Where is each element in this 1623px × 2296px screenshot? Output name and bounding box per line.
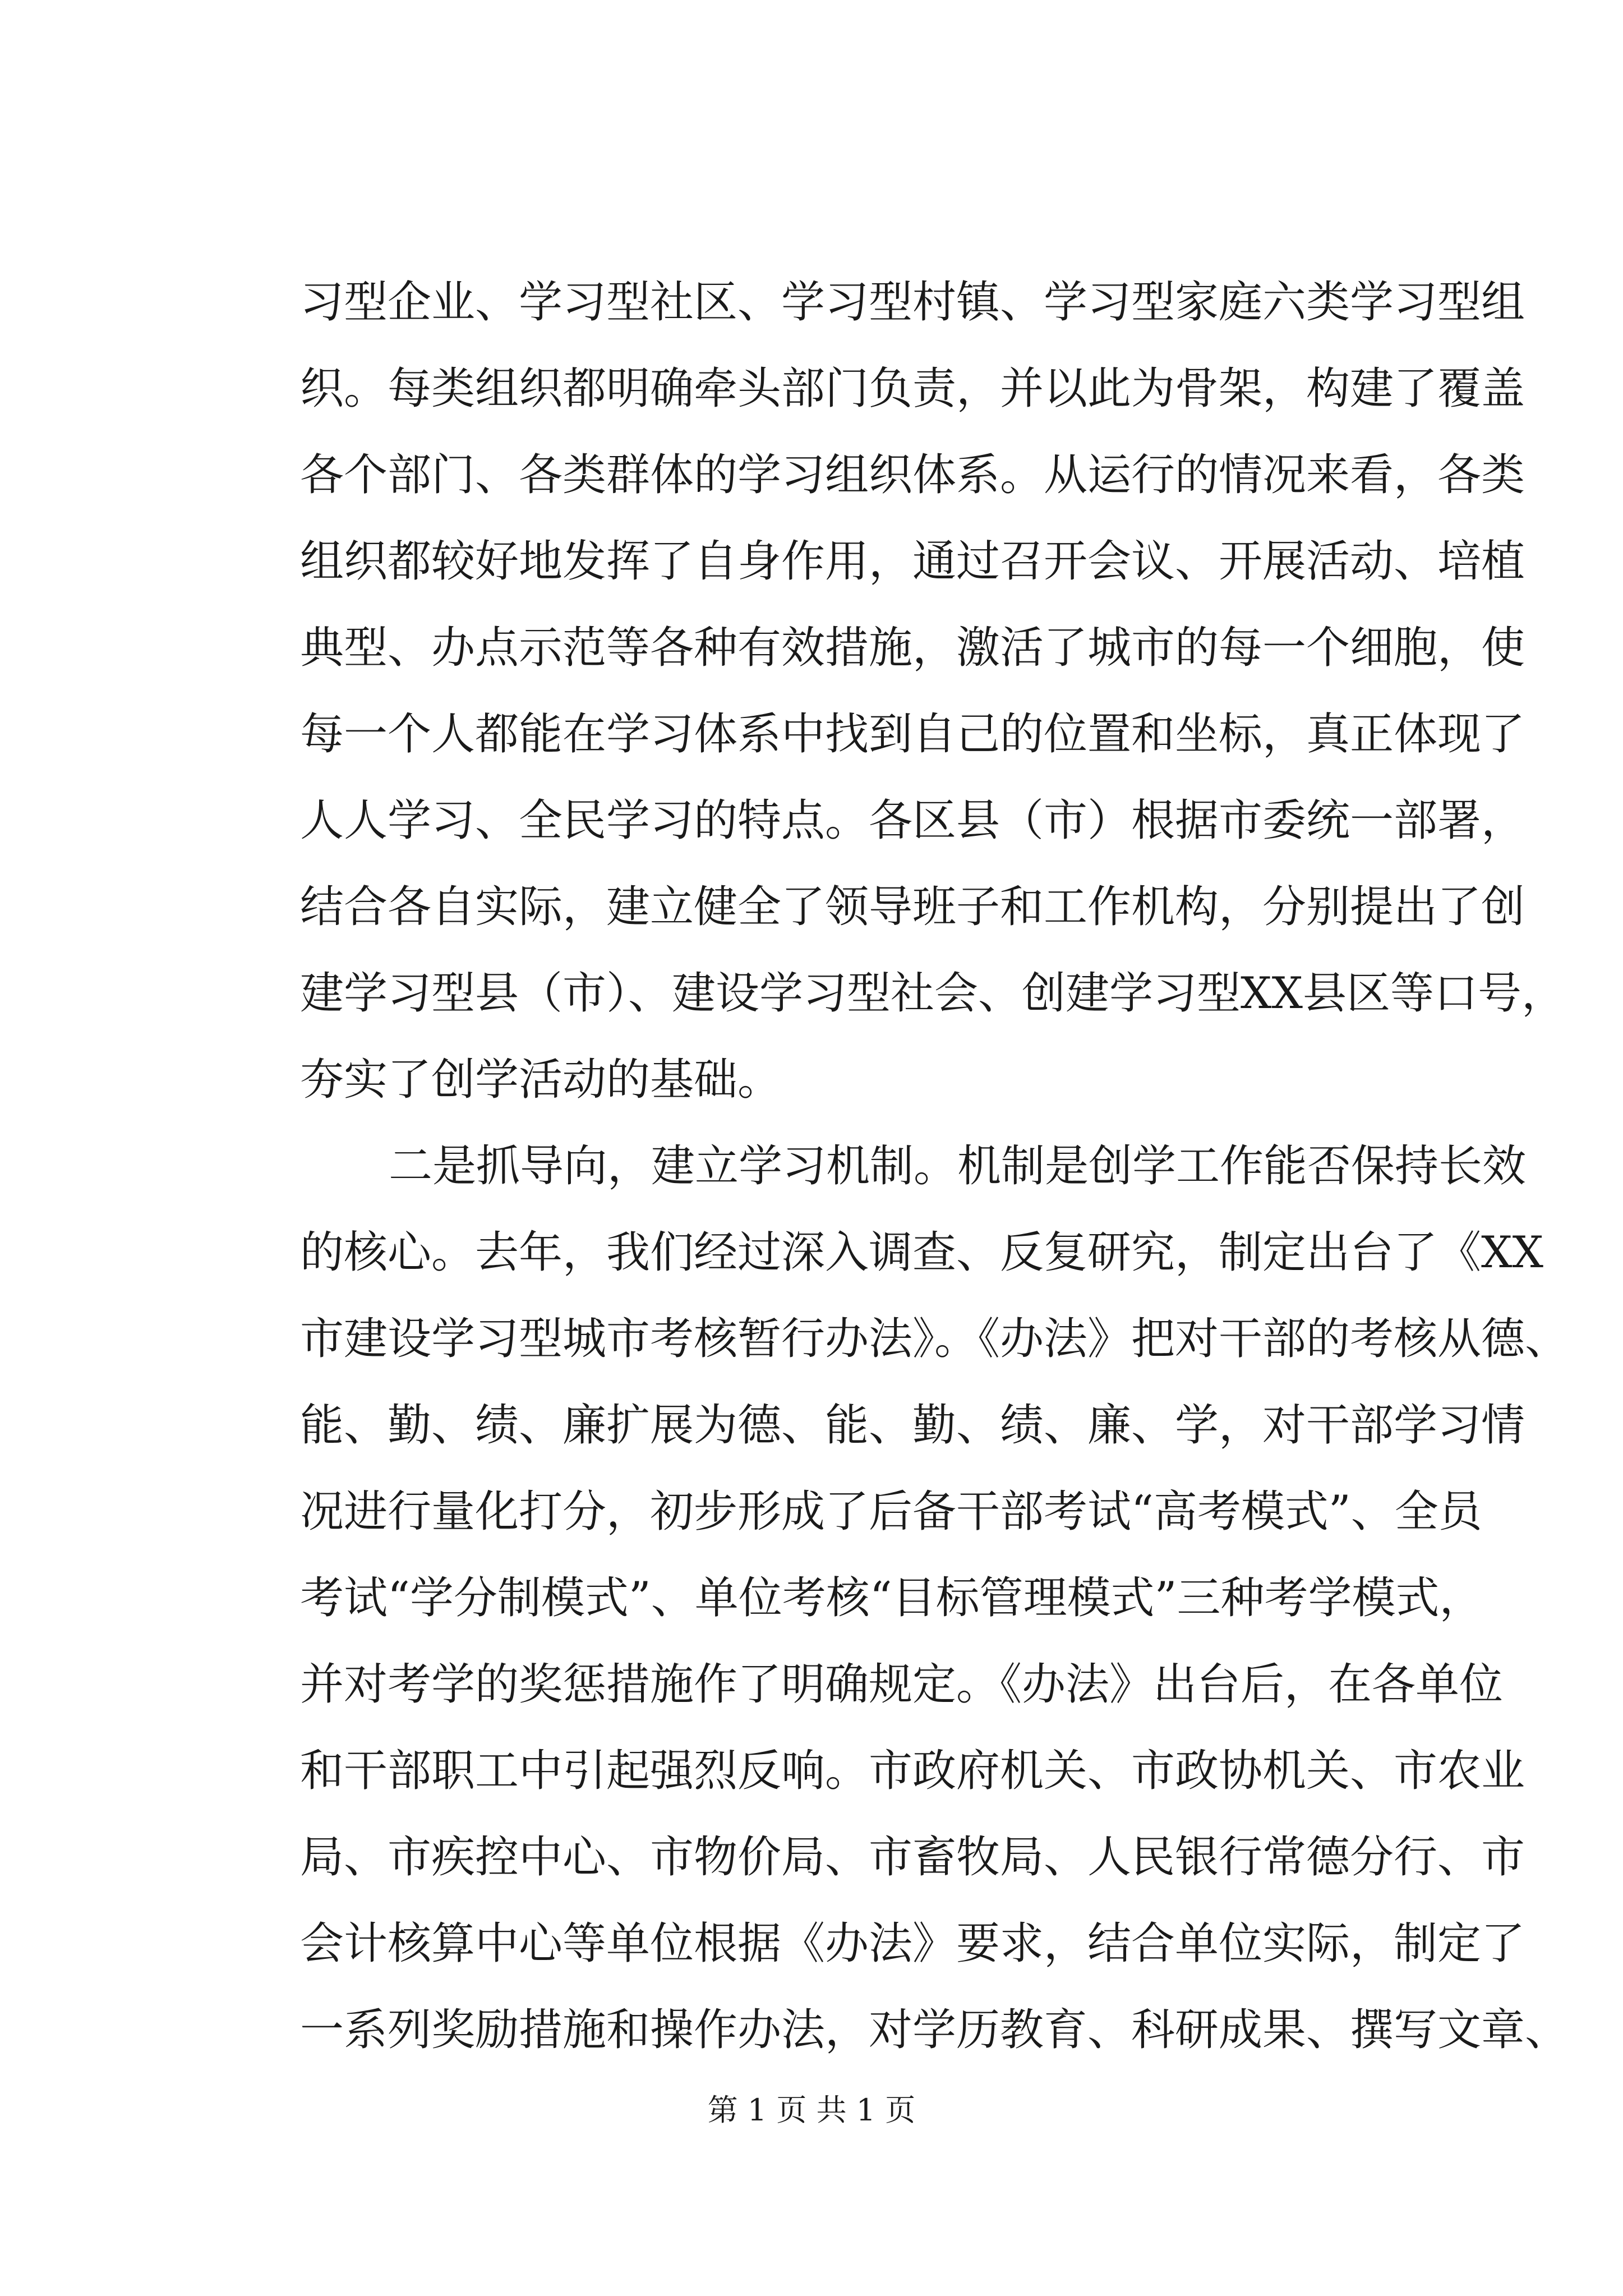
text-line: 和干部职工中引起强烈反响。市政府机关、市政协机关、市农业 — [300, 1746, 1525, 1796]
text-line: 结合各自实际，建立健全了领导班子和工作机构，分别提出了创 — [300, 882, 1525, 932]
text-line: 组织都较好地发挥了自身作用，通过召开会议、开展活动、培植 — [300, 536, 1525, 587]
text-line: 建学习型县（市）、建设学习型社会、创建学习型XX县区等口号， — [300, 968, 1566, 1019]
text-line: 织。每类组织都明确牵头部门负责，并以此为骨架，构建了覆盖 — [300, 364, 1525, 414]
text-line: 夯实了创学活动的基础。 — [300, 1055, 782, 1105]
text-line: 习型企业、学习型社区、学习型村镇、学习型家庭六类学习型组 — [300, 277, 1525, 328]
text-line: 一系列奖励措施和操作办法，对学历教育、科研成果、撰写文章、 — [300, 2005, 1569, 2055]
body-text — [300, 259, 1569, 2073]
text-line: 并对考学的奖惩措施作了明确规定。《办法》出台后，在各单位 — [300, 1659, 1504, 1710]
text-line: 人人学习、全民学习的特点。各区县（市）根据市委统一部署， — [300, 795, 1525, 846]
text-line: 会计核算中心等单位根据《办法》要求，结合单位实际，制定了 — [300, 1918, 1525, 1969]
text-line: 考试“学分制模式”、单位考核“目标管理模式”三种考学模式， — [300, 1573, 1483, 1623]
text-line: 市建设学习型城市考核暂行办法》。《办法》把对干部的考核从德、 — [300, 1314, 1569, 1364]
text-line: 典型、办点示范等各种有效措施，激活了城市的每一个细胞，使 — [300, 623, 1525, 673]
text-line: 局、市疾控中心、市物价局、市畜牧局、人民银行常德分行、市 — [300, 1832, 1525, 1883]
text-line: 能、勤、绩、廉扩展为德、能、勤、绩、廉、学，对干部学习情 — [300, 1400, 1525, 1451]
text-line: 各个部门、各类群体的学习组织体系。从运行的情况来看，各类 — [300, 450, 1525, 500]
text-line: 的核心。去年，我们经过深入调查、反复研究，制定出台了《XX — [300, 1227, 1544, 1278]
text-line: 二是抓导向，建立学习机制。机制是创学工作能否保持长效 — [389, 1141, 1527, 1191]
text-line: 况进行量化打分，初步形成了后备干部考试“高考模式”、全员 — [300, 1487, 1482, 1537]
page-number-footer: 第 1 页 共 1 页 — [707, 2092, 916, 2128]
text-line: 每一个人都能在学习体系中找到自己的位置和坐标，真正体现了 — [300, 709, 1525, 760]
